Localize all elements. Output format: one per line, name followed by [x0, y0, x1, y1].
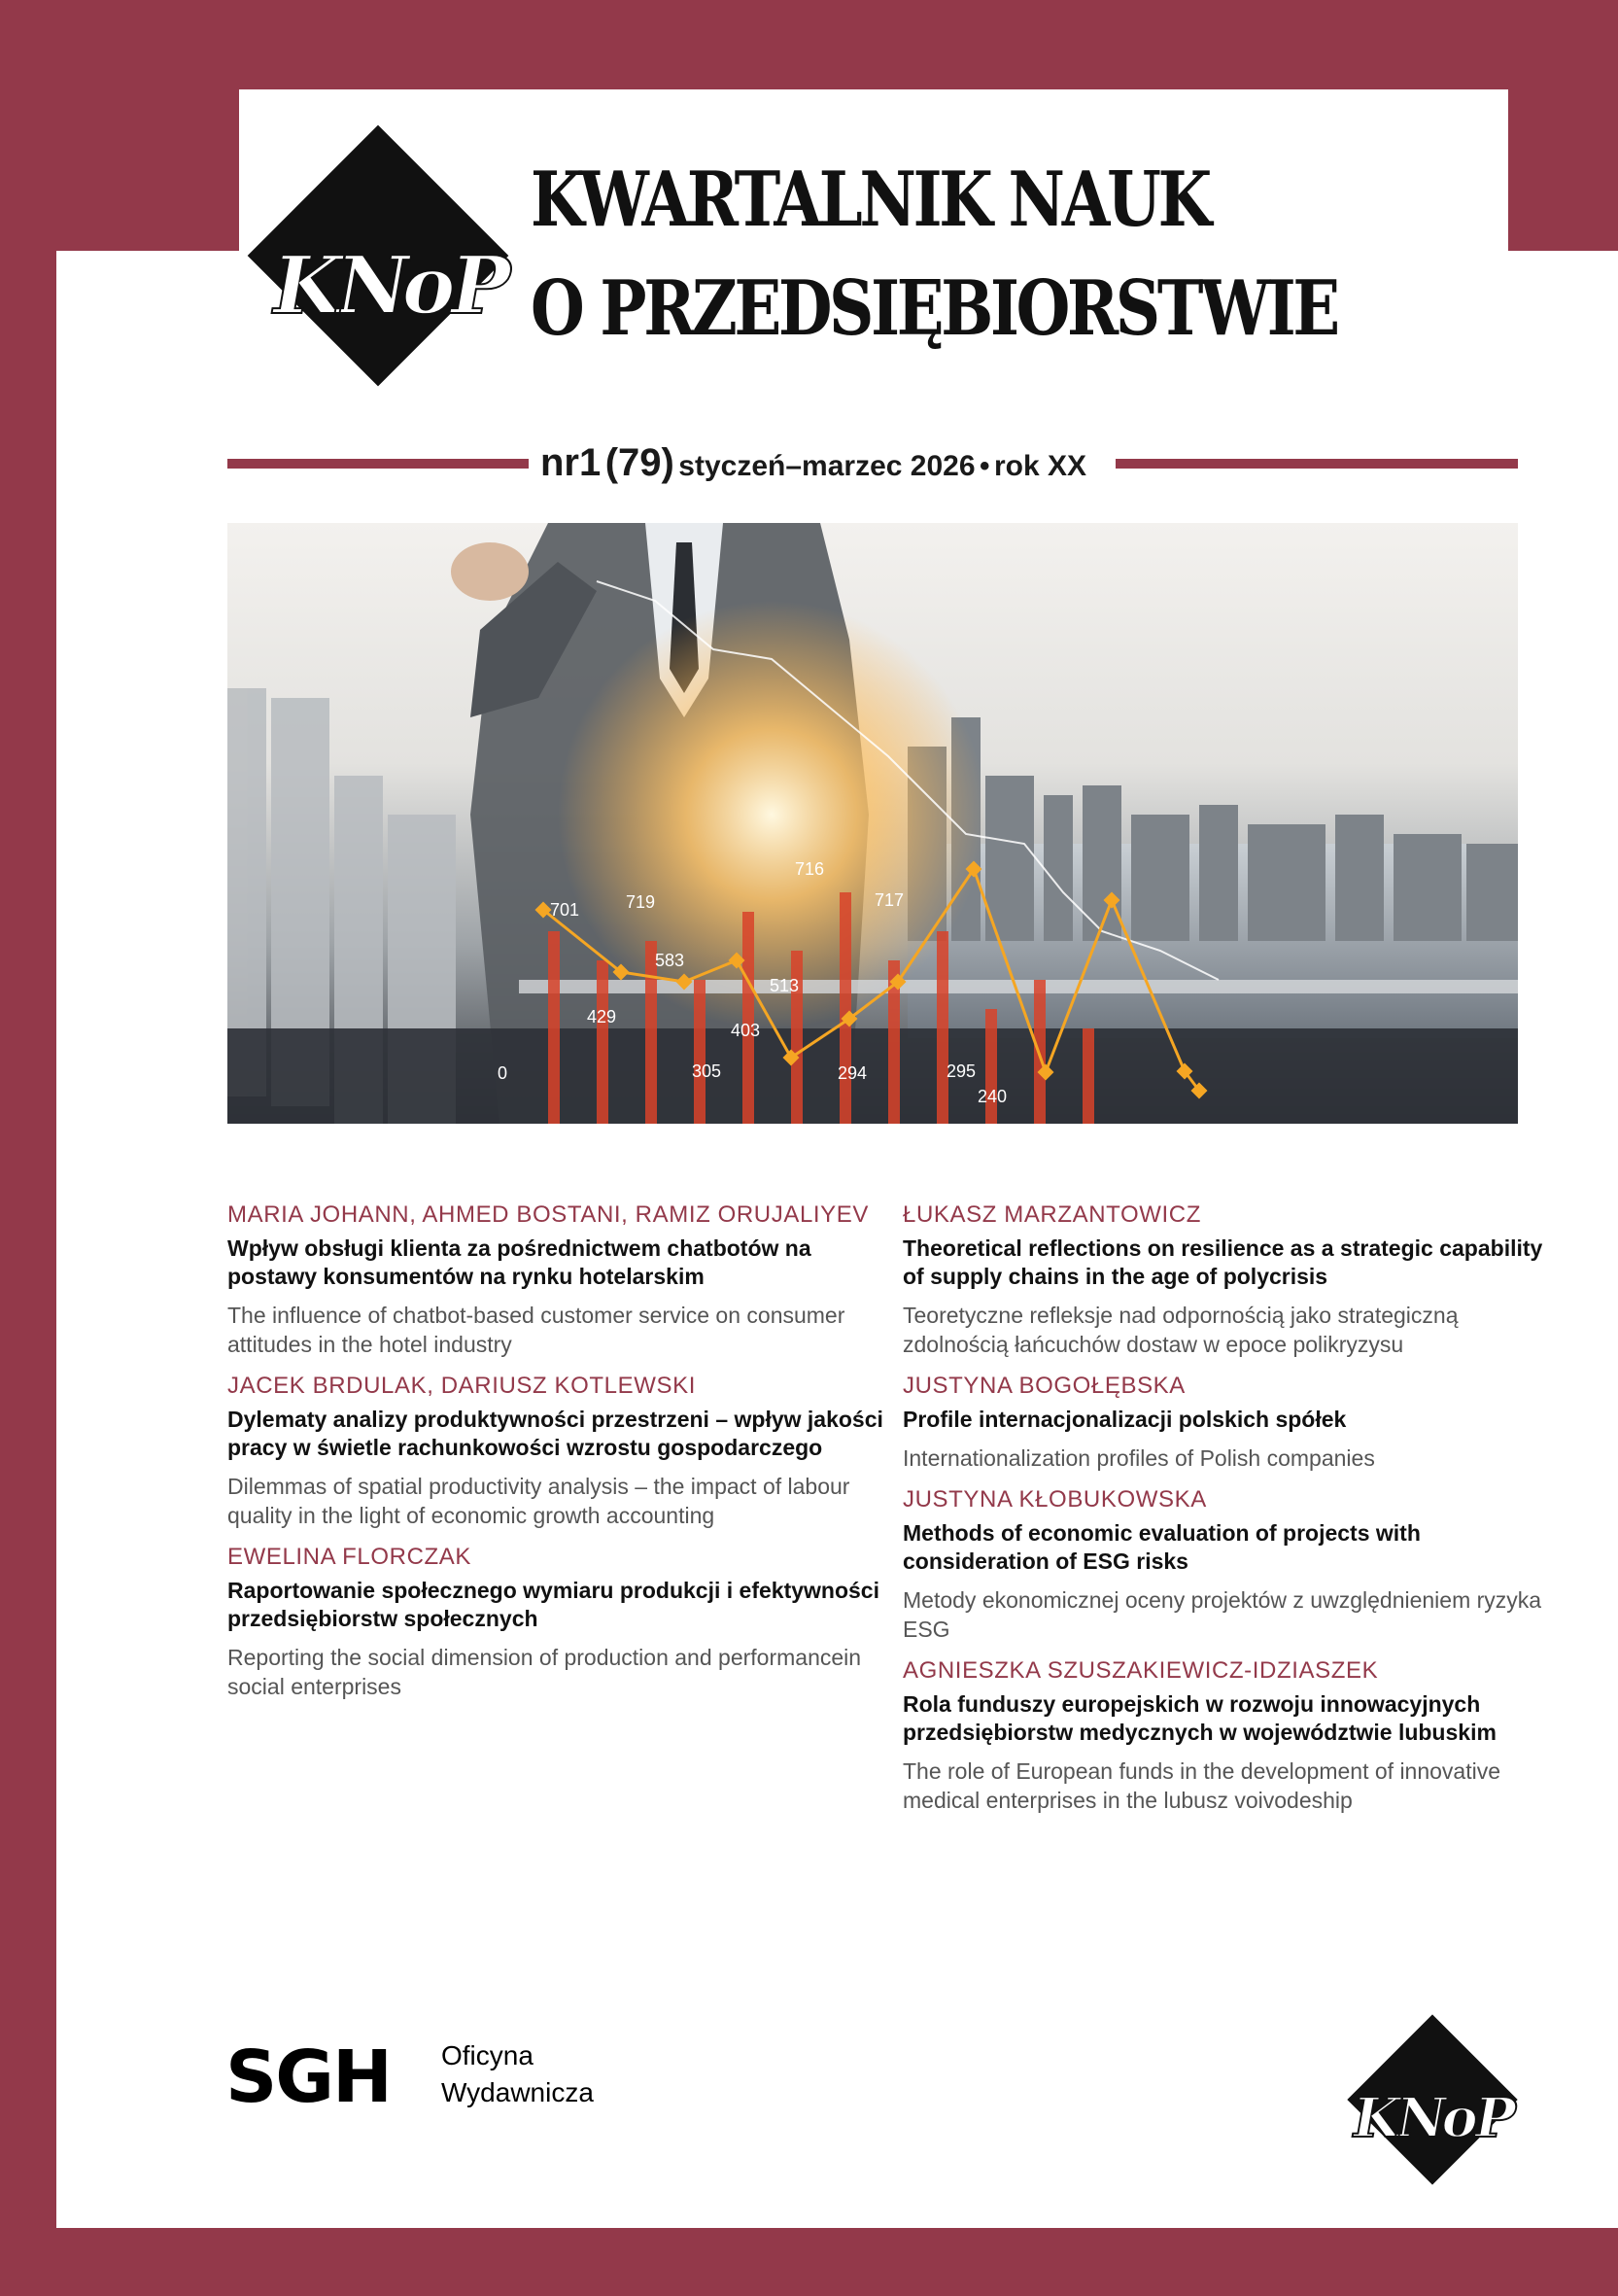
hero-label-719: 719: [626, 892, 656, 912]
articles-left-column: [227, 1200, 888, 1713]
article-title-translation: Metody ekonomicznej oceny projektów z uwzględnieniem ryzyka ESG: [903, 1587, 1542, 1642]
issue-number: nr1: [540, 441, 602, 484]
hero-label-403: 403: [731, 1021, 761, 1040]
article-item[interactable]: [903, 1200, 1544, 1359]
article-authors: EWELINA FLORCZAK: [227, 1544, 471, 1570]
hero-illustration: [227, 523, 1518, 1124]
right-skyline: [908, 717, 1518, 941]
article-title: Raportowanie społecznego wymiaru produkcji i efektywności przedsiębiorstw społecznych: [227, 1578, 879, 1631]
hero-label-305: 305: [692, 1061, 722, 1081]
article-title: Dylematy analizy produktywności przestrzeni – wpływ jakości pracy w świetle rachunkowości wzrostu gospodarczego: [227, 1407, 883, 1460]
hero-label-513: 513: [770, 976, 800, 995]
logo-text: KNoP: [1347, 2086, 1518, 2150]
journal-title-line1: KWARTALNIK NAUK: [531, 156, 1209, 244]
article-title: Profile internacjonalizacji polskich spółek: [903, 1407, 1347, 1432]
article-title: Theoretical reflections on resilience as a strategic capability of supply chains in the age of polycrisis: [903, 1235, 1543, 1289]
hero-label-240: 240: [978, 1087, 1008, 1106]
article-authors: ŁUKASZ MARZANTOWICZ: [903, 1201, 1201, 1228]
article-title-translation: Dilemmas of spatial productivity analysis – the impact of labour quality in the light of economic growth accounting: [227, 1474, 850, 1528]
article-authors: JACEK BRDULAK, DARIUSZ KOTLEWSKI: [227, 1373, 696, 1399]
hero-label-295: 295: [947, 1061, 977, 1081]
hero-label-583: 583: [655, 951, 685, 970]
article-authors: AGNIESZKA SZUSZAKIEWICZ-IDZIASZEK: [903, 1657, 1379, 1684]
issue-separator: •: [979, 450, 990, 482]
article-item[interactable]: [903, 1655, 1544, 1815]
foreground-city: [227, 1028, 1518, 1124]
hero-label-0: 0: [498, 1063, 508, 1083]
article-item[interactable]: [227, 1200, 888, 1359]
article-item[interactable]: [227, 1371, 888, 1530]
article-authors: JUSTYNA BOGOŁĘBSKA: [903, 1373, 1186, 1399]
journal-title-line2: O PRZEDSIĘBIORSTWIE: [531, 264, 1337, 353]
issue-info: [540, 441, 1086, 485]
article-item[interactable]: [227, 1542, 888, 1701]
article-title-translation: Teoretyczne refleksje nad odpornością jako strategiczną zdolnością łańcuchów dostaw w epoce polikryzysu: [903, 1303, 1459, 1357]
article-title-translation: Reporting the social dimension of production and performancein social enterprises: [227, 1645, 862, 1699]
hero-label-701: 701: [550, 900, 580, 920]
article-title-translation: The role of European funds in the development of innovative medical enterprises in the lubusz voivodeship: [903, 1758, 1501, 1813]
article-title: Wpływ obsługi klienta za pośrednictwem chatbotów na postawy konsumentów na rynku hotelarskim: [227, 1235, 811, 1289]
article-authors: MARIA JOHANN, AHMED BOSTANI, RAMIZ ORUJALIYEV: [227, 1201, 869, 1228]
article-title-translation: The influence of chatbot-based customer service on consumer attitudes in the hotel industry: [227, 1303, 845, 1357]
article-title: Rola funduszy europejskich w rozwoju innowacyjnych przedsiębiorstw medycznych w województwie lubuskim: [903, 1691, 1497, 1745]
issue-volume: (79): [604, 441, 674, 484]
hero-label-429: 429: [587, 1007, 617, 1026]
publisher-name: [441, 2037, 594, 2111]
hero-label-717: 717: [875, 890, 905, 910]
journal-logo: [257, 146, 519, 418]
masthead-rule-right: [1116, 459, 1518, 469]
article-item[interactable]: [903, 1484, 1544, 1644]
masthead-rule-left: [227, 459, 529, 469]
article-item[interactable]: [903, 1371, 1544, 1473]
sun-glare: [558, 601, 985, 1028]
issue-period: styczeń–marzec 2026: [678, 450, 976, 482]
issue-year: rok XX: [993, 450, 1086, 482]
publisher-line2: Wydawnicza: [441, 2077, 594, 2107]
articles-right-column: [903, 1200, 1544, 1826]
article-title: Methods of economic evaluation of projects with consideration of ESG risks: [903, 1520, 1421, 1574]
hero-label-716: 716: [795, 859, 825, 879]
hero-label-294: 294: [838, 1063, 868, 1083]
logo-text: KNoP: [264, 239, 513, 332]
hero-image: [227, 523, 1518, 1124]
publisher-line1: Oficyna: [441, 2040, 534, 2070]
footer-journal-logo: [1335, 2008, 1530, 2199]
article-authors: JUSTYNA KŁOBUKOWSKA: [903, 1486, 1207, 1513]
article-title-translation: Internationalization profiles of Polish companies: [903, 1445, 1375, 1471]
publisher-brand-logo: SGH: [225, 2035, 391, 2119]
